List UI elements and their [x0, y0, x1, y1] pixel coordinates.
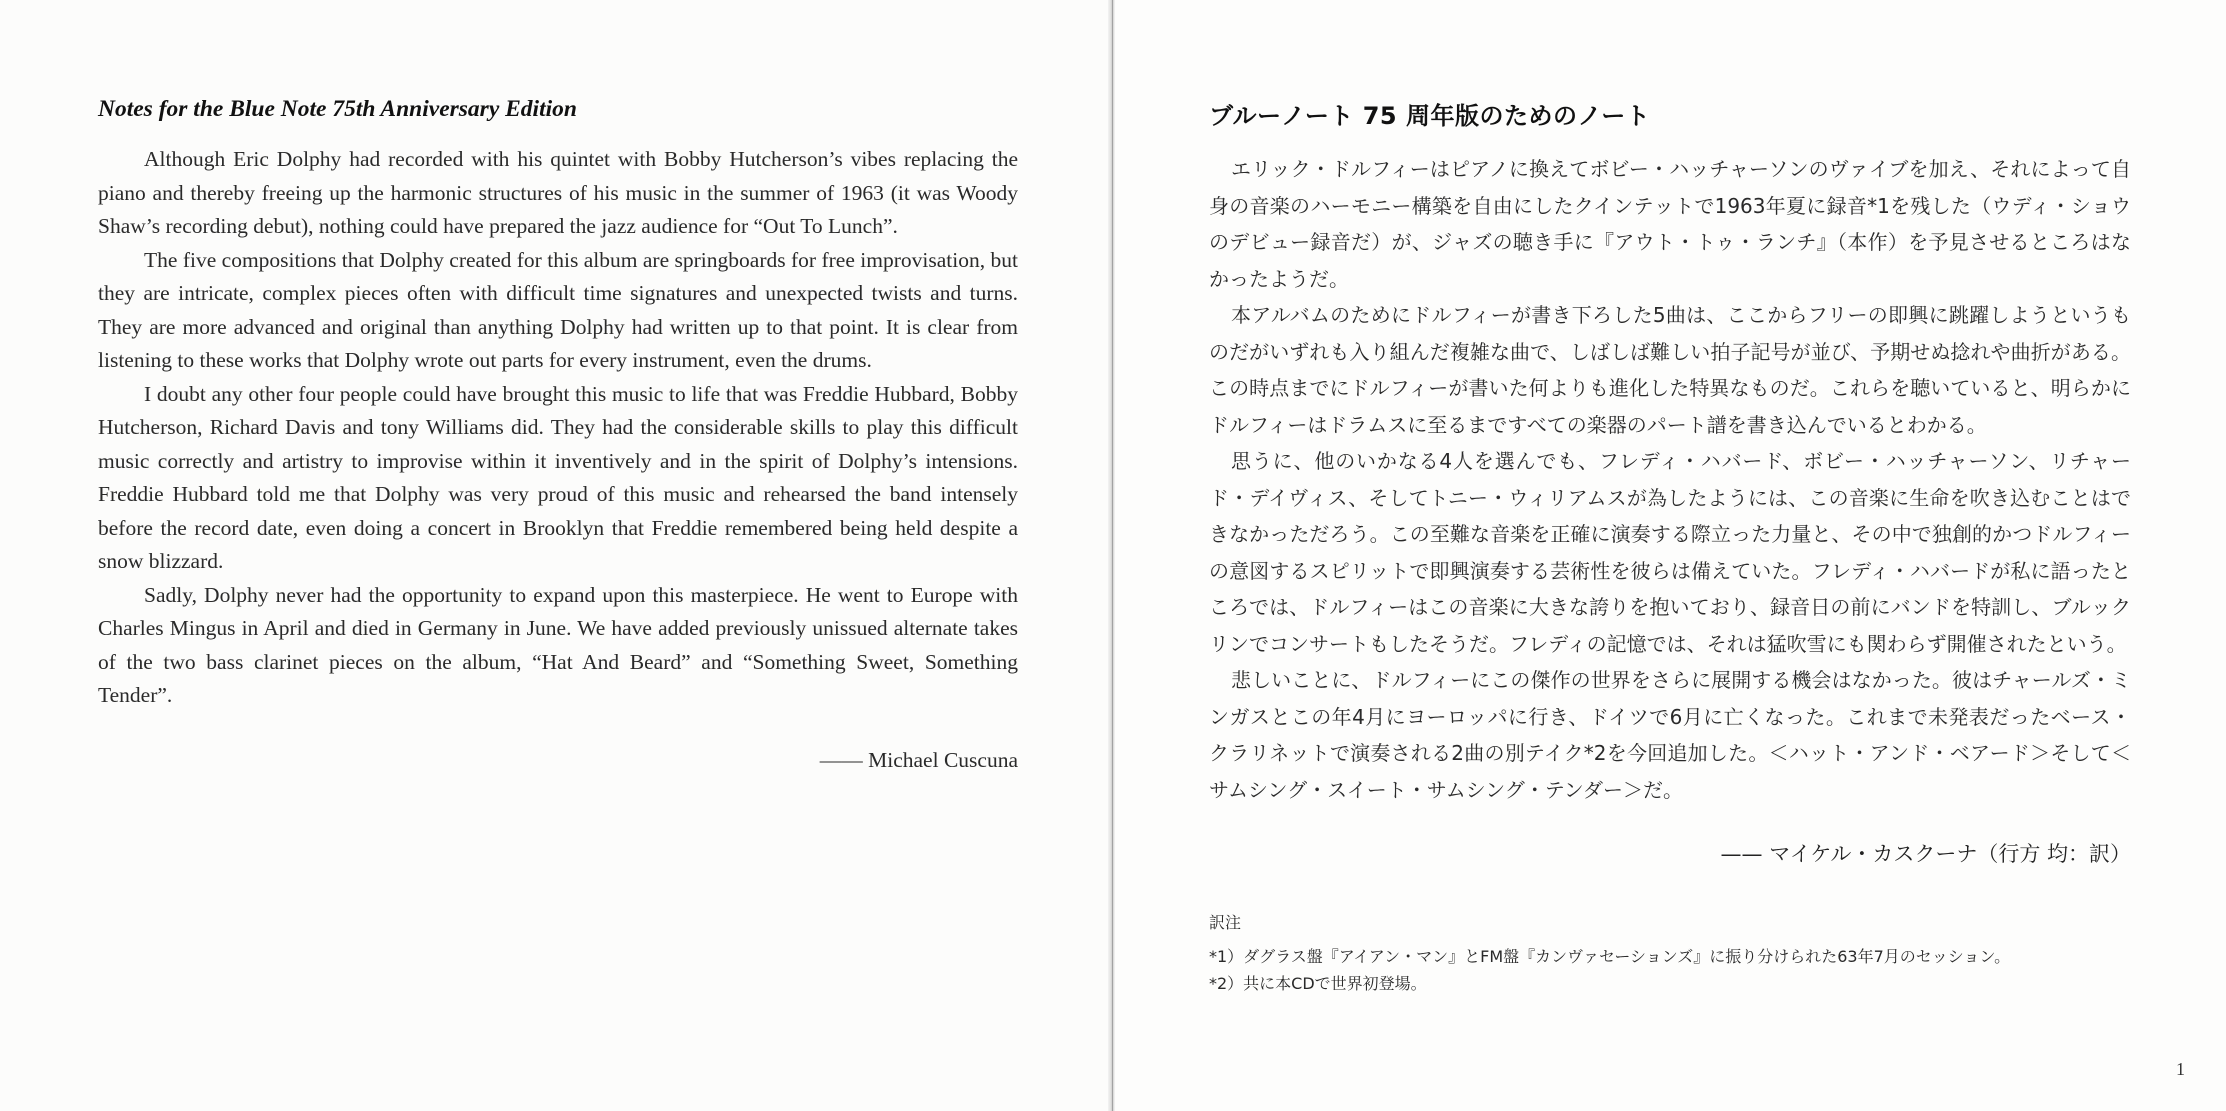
japanese-paragraph: エリック・ドルフィーはピアノに換えてボビー・ハッチャーソンのヴァイブを加え、それによって自身の音楽のハーモニー構築を自由にしたクインテットで1963年夏に録音*1を残した（ウディ・ショウのデビュー録音だ）が、ジャズの聴き手に『アウト・トゥ・ランチ』（本作）を予見させるところはなかったようだ。: [1209, 157, 2131, 291]
japanese-title: ブルーノート 75 周年版のためのノート: [1209, 102, 1651, 130]
english-paragraph: Although Eric Dolphy had recorded with his quintet with Bobby Hutcherson’s vibes replacing the piano and thereby freeing up the harmonic structures of his music in the summer of 1963 (it was Woody Shaw’s recording debut), nothing could have prepared the jazz audience for “Out To Lunch”.: [98, 147, 1018, 238]
english-signature: —— Michael Cuscuna: [819, 747, 1018, 772]
english-paragraph: Sadly, Dolphy never had the opportunity to expand upon this masterpiece. He went to Europe with Charles Mingus in April and died in Germany in June. We have added previously unissued alternate takes of the two bass clarinet pieces on the album, “Hat And Beard” and “Something Sweet, Something Tender”.: [98, 582, 1018, 707]
japanese-paragraph: 思うに、他のいかなる4人を選んでも、フレディ・ハバード、ボビー・ハッチャーソン、リチャード・デイヴィス、そしてトニー・ウィリアムスが為したようには、この音楽に生命を吹き込むことはできなかっただろう。この至難な音楽を正確に演奏する際立った力量と、その中で独創的かつドルフィーの意図するスピリットで即興演奏する芸術性を彼らは備えていた。フレディ・ハバードが私に語ったところでは、ドルフィーはこの音楽に大きな誇りを抱いており、録音日の前にバンドを特訓し、ブルックリンでコンサートもしたそうだ。フレディの記憶では、それは猛吹雪にも関わらず開催されたという。: [1209, 449, 2131, 656]
note-line: *2）共に本CDで世界初登場。: [1209, 974, 1427, 993]
japanese-signature: —— マイケル・カスクーナ（行方 均：訳）: [1720, 842, 2131, 866]
english-paragraph: The five compositions that Dolphy created for this album are springboards for free improvisation, but they are intricate, complex pieces often with difficult time signatures and unexpected twists and turns. They are more advanced and original than anything Dolphy had written up to that point. It is clear from listening to these works that Dolphy wrote out parts for every instrument, even the drums.: [98, 247, 1018, 372]
japanese-paragraph: 本アルバムのためにドルフィーが書き下ろした5曲は、ここからフリーの即興に跳躍しようというものだがいずれも入り組んだ複雑な曲で、しばしば難しい拍子記号が並び、予期せぬ捻れや曲折がある。この時点までにドルフィーが書いた何よりも進化した特異なものだ。これらを聴いていると、明らかにドルフィーはドラムスに至るまですべての楽器のパート譜を書き込んでいるとわかる。: [1209, 303, 2131, 437]
english-title: Notes for the Blue Note 75th Anniversary Edition: [98, 96, 577, 122]
english-notes: [98, 96, 1018, 773]
notes-heading: 訳注: [1209, 913, 1242, 932]
note-line: *1）ダグラス盤『アイアン・マン』とFM盤『カンヴァセーションズ』に振り分けられた63年7月のセッション。: [1209, 947, 2011, 966]
translator-notes: [1209, 910, 2131, 997]
english-paragraph: I doubt any other four people could have brought this music to life that was Freddie Hubbard, Bobby Hutcherson, Richard Davis and tony Williams did. They had the considerable skills to play this difficult music correctly and artistry to improvise within it inventively and in the spirit of Dolphy’s intensions. Freddie Hubbard told me that Dolphy was very proud of this music and rehearsed the band intensely before the record date, even doing a concert in Brooklyn that Freddie remembered being held despite a snow blizzard.: [98, 381, 1018, 573]
japanese-paragraph: 悲しいことに、ドルフィーにこの傑作の世界をさらに展開する機会はなかった。彼はチャールズ・ミンガスとこの年4月にヨーロッパに行き、ドイツで6月に亡くなった。これまで未発表だったベース・クラリネットで演奏される2曲の別テイク*2を今回追加した。＜ハット・アンド・ベアード＞そして＜サムシング・スイート・サムシング・テンダー＞だ。: [1209, 668, 2131, 802]
page-number: 1: [2176, 1059, 2185, 1079]
japanese-notes: [1209, 96, 2131, 997]
